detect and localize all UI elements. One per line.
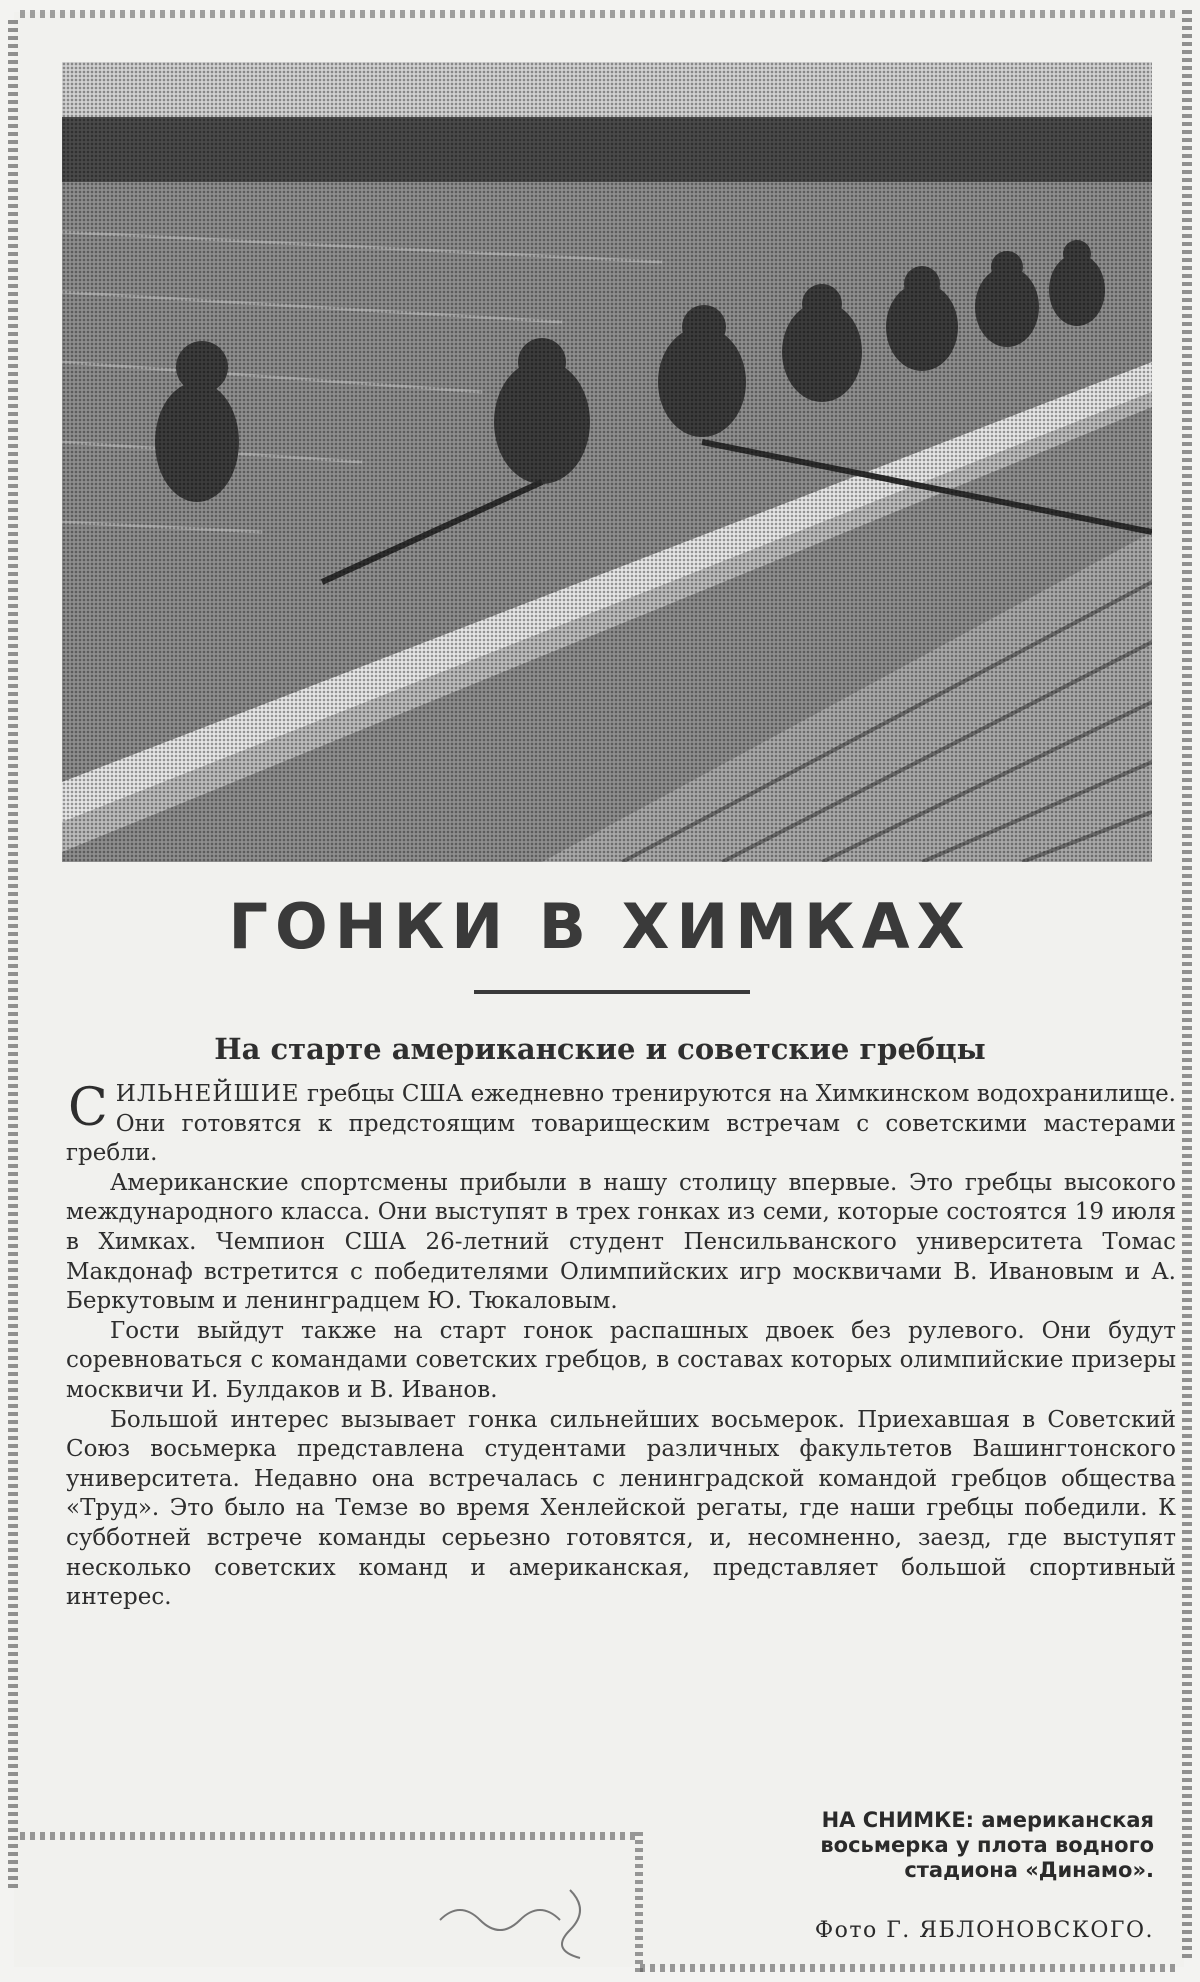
photo-caption: НА СНИМКЕ: американская восьмерка у плота водного стадиона «Динамо».: [820, 1808, 1154, 1882]
drop-cap: С: [68, 1078, 108, 1138]
headline: ГОНКИ В ХИМКАХ: [228, 890, 972, 963]
paragraph-4: Большой интерес вызывает гонка сильнейших восьмерок. Приехавшая в Советский Союз восьмерка представлена студентами различных факультетов Вашингтонского университета. Недавно она встречалась с ленинградской командой гребцов общества «Труд». Это было на Темзе во время Хенлейской регаты, где наши гребцы победили. К субботней встрече команды серьезно готовятся, и, несомненно, заезд, где выступят несколько советских команд и американская, представляет большой спортивный интерес.: [66, 1406, 1176, 1611]
paragraph-3: Гости выйдут также на старт гонок распашных двоек без рулевого. Они будут соревноваться с командами советских гребцов, в составах которых олимпийские призеры москвичи И. Булдаков и В. Иванов.: [66, 1317, 1176, 1403]
subheadline: На старте американские и советские гребцы: [214, 1032, 986, 1066]
rowing-photo: [62, 62, 1152, 862]
paragraph-2: Американские спортсмены прибыли в нашу столицу впервые. Это гребцы высокого международного класса. Они выступят в трех гонках из семи, которые состоятся 19 июля в Химках. Чемпион США 26-летний студент Пенсильванского университета Томас Макдонаф встретится с победителями Олимпийских игр москвичами В. Ивановым и А. Беркутовым и ленинградцем Ю. Тюкаловым.: [66, 1169, 1176, 1315]
clipping-border-top: [20, 10, 1180, 18]
paragraph-1: [66, 1080, 1176, 1169]
halftone-screen: [62, 62, 1152, 862]
pencil-scribble: [420, 1880, 620, 1960]
headline-rule: [474, 990, 750, 994]
article-body: [66, 1080, 1176, 1613]
paragraph-1-text: гребцы США ежедневно тренируются на Химкинском водохранилище. Они готовятся к предстоящим товарищеским встречам с советскими мастерами гребли.: [66, 1081, 1176, 1167]
clipping-border-right: [1182, 10, 1192, 1960]
photo-credit: Фото Г. ЯБЛОНОВСКОГО.: [814, 1918, 1154, 1943]
clipping-border-bottom: [20, 1832, 640, 1840]
clipping-border-bottom-right: [640, 1964, 1180, 1972]
lead-caps: ИЛЬНЕЙШИЕ: [115, 1081, 300, 1107]
clipping-border-notch: [635, 1832, 643, 1972]
